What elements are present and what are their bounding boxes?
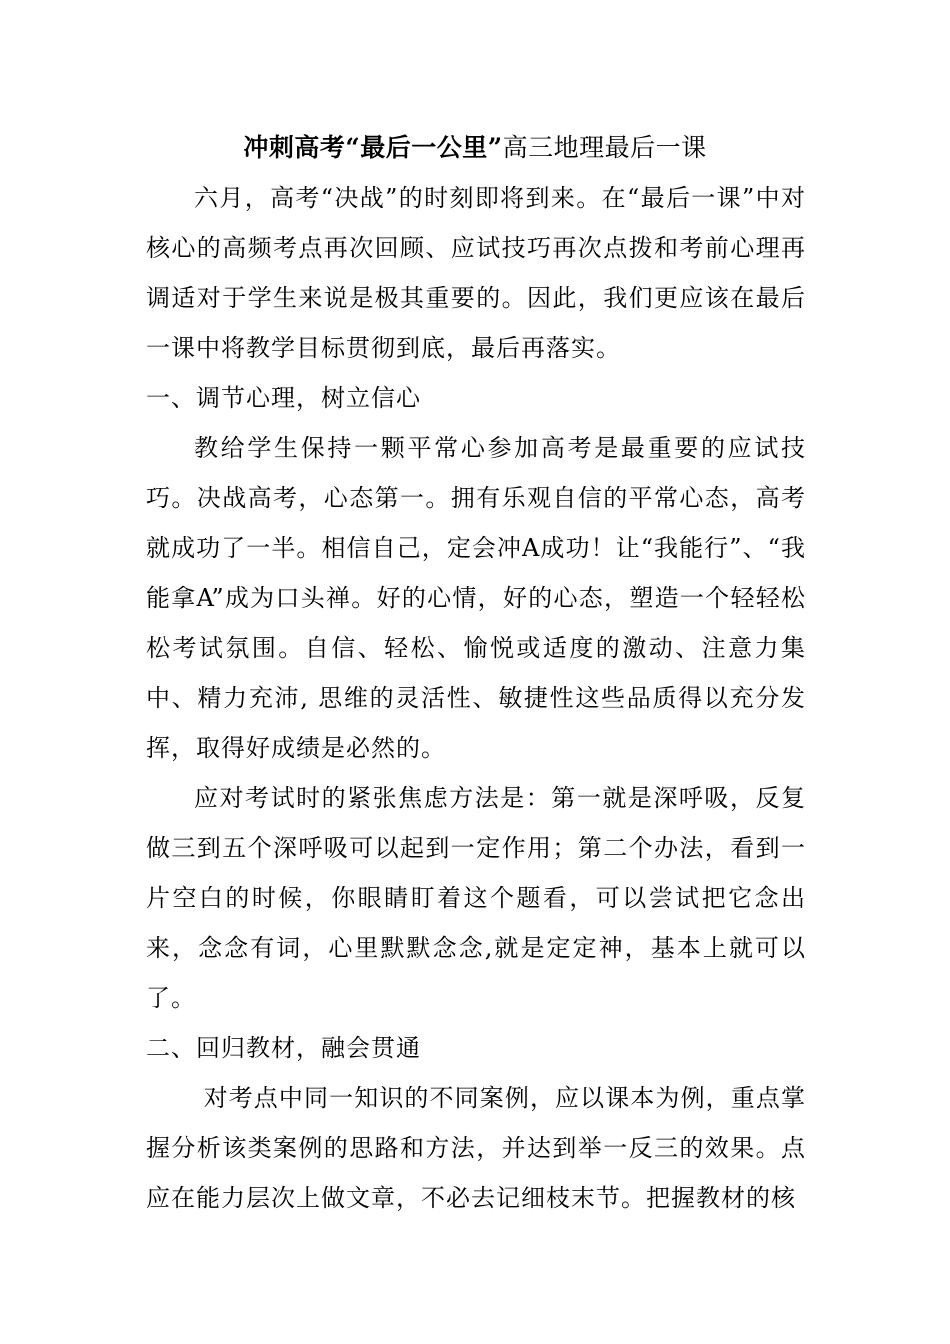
intro-paragraph: 六月，高考“决战”的时刻即将到来。在“最后一课”中对核心的高频考点再次回顾、应试技巧再次点拨和考前心理再调适对于学生来说是极其重要的。因此，我们更应该在最后一课中将教学目标贯彻到底，最后再落实。	[146, 184, 806, 362]
section-1-paragraph-1: 教给学生保持一颗平常心参加高考是最重要的应试技巧。决战高考，心态第一。拥有乐观自信的平常心态，高考就成功了一半。相信自己，定会冲A成功！让“我能行”、“我能拿A”成为口头禅。好的心情，好的心态，塑造一个轻轻松松考试氛围。自信、轻松、愉悦或适度的激动、注意力集中、精力充沛, 思维的灵活性、敏捷性这些品质得以充分发挥，取得好成绩是必然的。	[146, 434, 806, 762]
title-bold-part: 冲刺高考“最后一公里”	[243, 133, 503, 162]
title-regular-part: 高三地理最后一课	[502, 133, 707, 162]
section-1-paragraph-2: 应对考试时的紧张焦虑方法是：第一就是深呼吸，反复做三到五个深呼吸可以起到一定作用；第二个办法，看到一片空白的时候，你眼睛盯着这个题看，可以尝试把它念出来，念念有词，心里默默念念,就是定定神，基本上就可以了。	[146, 784, 806, 1012]
document-body	[146, 173, 806, 1223]
section-2-heading: 二、回归教材，融会贯通	[146, 1034, 421, 1062]
section-1-heading: 一、调节心理，树立信心	[146, 384, 421, 412]
section-2-paragraph-1: 对考点中同一知识的不同案例，应以课本为例，重点掌握分析该类案例的思路和方法，并达到举一反三的效果。点应在能力层次上做文章，不必去记细枝末节。把握教材的核	[146, 1084, 806, 1212]
document-title	[0, 128, 950, 168]
